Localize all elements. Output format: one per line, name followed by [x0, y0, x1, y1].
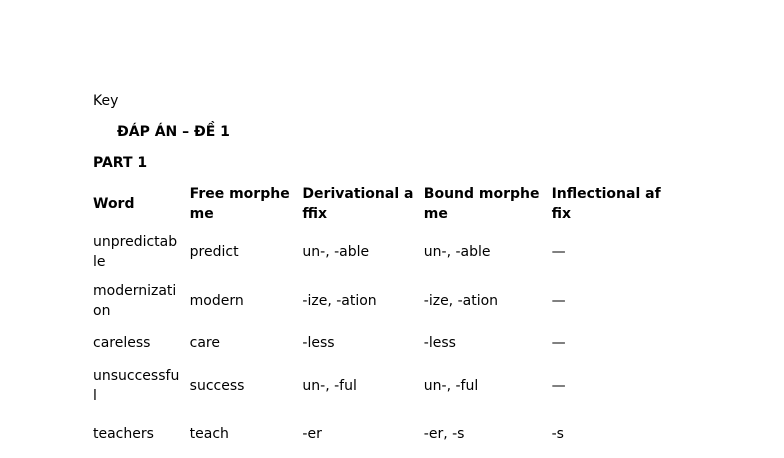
header-word: Word: [93, 196, 135, 212]
inflectional-affix-cell: —: [551, 335, 566, 351]
derivational-affix-cell: -ize, -ation: [302, 292, 377, 309]
header-inflectional-affix: Inflectional affix: [551, 186, 661, 222]
derivational-affix-cell: -er: [302, 426, 322, 442]
bound-morpheme-cell: -ize, -ation: [423, 292, 499, 309]
table-header-row: [88, 181, 668, 227]
header-bound-morpheme: Bound morpheme: [423, 186, 540, 222]
part-heading: PART 1: [93, 155, 148, 171]
word-cell: unpredictable: [93, 233, 178, 270]
inflectional-affix-cell: -s: [551, 426, 564, 442]
bound-morpheme-cell: un-, -able: [423, 243, 491, 260]
inflectional-affix-cell: —: [551, 243, 566, 260]
bound-morpheme-cell: un-, -ful: [423, 377, 479, 394]
table-row: [88, 227, 668, 276]
derivational-affix-cell: un-, -ful: [302, 377, 357, 394]
word-cell: teachers: [93, 426, 154, 442]
free-morpheme-cell: success: [189, 377, 245, 394]
table-row: [88, 410, 668, 458]
bound-morpheme-cell: -less: [423, 335, 456, 351]
free-morpheme-cell: predict: [189, 243, 239, 260]
table-row: [88, 325, 668, 361]
free-morpheme-cell: modern: [189, 292, 244, 309]
derivational-affix-cell: -less: [302, 335, 335, 351]
table-row: [88, 361, 668, 410]
table-row: [88, 276, 668, 325]
free-morpheme-cell: care: [189, 335, 220, 351]
header-derivational-affix: Derivational affix: [302, 186, 414, 222]
inflectional-affix-cell: —: [551, 377, 566, 394]
morpheme-table: [88, 181, 668, 458]
bound-morpheme-cell: -er, -s: [423, 426, 465, 442]
derivational-affix-cell: un-, -able: [302, 243, 370, 260]
word-cell: modernization: [93, 282, 177, 319]
word-cell: careless: [93, 335, 151, 351]
free-morpheme-cell: teach: [189, 426, 229, 442]
answer-title: ĐÁP ÁN – ĐỀ 1: [117, 124, 230, 140]
header-free-morpheme: Free morpheme: [189, 186, 290, 222]
word-cell: unsuccessful: [93, 367, 180, 404]
inflectional-affix-cell: —: [551, 292, 566, 309]
key-label: Key: [93, 93, 119, 109]
